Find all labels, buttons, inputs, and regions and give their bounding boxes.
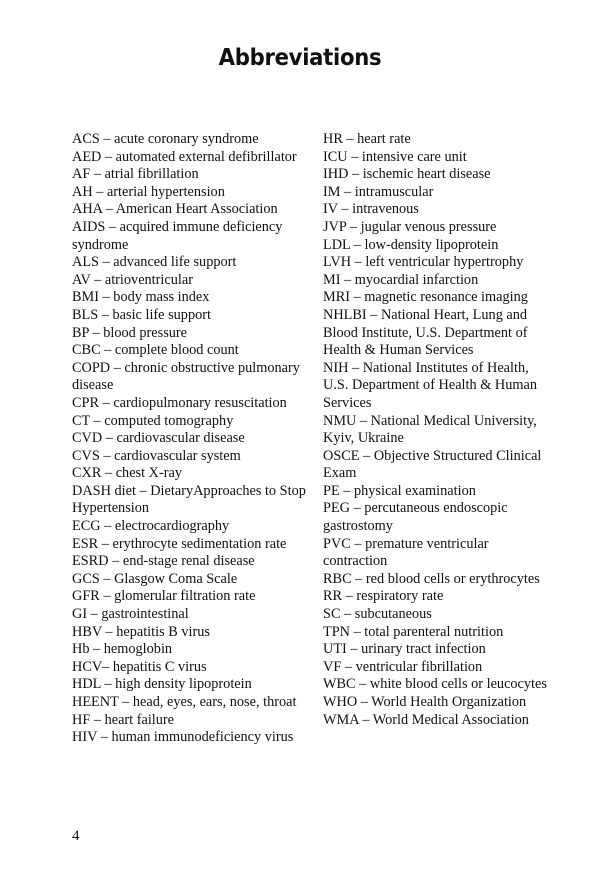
abbreviation-entry: RR – respiratory rate xyxy=(323,588,444,605)
abbreviation-entry: JVP – jugular venous pressure xyxy=(323,218,497,235)
abbreviation-entry: WHO – World Health Organization xyxy=(323,694,527,710)
abbreviation-entry: AF – atrial fibrillation xyxy=(72,166,199,183)
page-title: Abbreviations xyxy=(218,45,382,71)
abbreviation-entry: DASH diet – DietaryApproaches to Stop Hypertension xyxy=(72,482,306,517)
abbreviation-entry: BP – blood pressure xyxy=(72,324,188,341)
abbreviation-entry: IM – intramuscular xyxy=(323,183,434,200)
abbreviation-list-right xyxy=(323,131,555,729)
abbreviation-entry: VF – ventricular fibrillation xyxy=(323,658,483,675)
abbreviation-entry: RBC – red blood cells or erythrocytes xyxy=(323,570,540,587)
abbreviation-entry: MRI – magnetic resonance imaging xyxy=(323,289,528,306)
abbreviation-entry: ESR – erythrocyte sedimentation rate xyxy=(72,535,287,552)
abbreviation-entry: HCV– hepatitis C virus xyxy=(72,658,207,675)
abbreviation-entry: PVC – premature ventricular contraction xyxy=(323,535,489,570)
abbreviation-entry: TPN – total parenteral nutrition xyxy=(323,623,504,640)
abbreviation-entry: CPR – cardiopulmonary resuscitation xyxy=(72,394,287,411)
abbreviation-entry: AED – automated external defibrillator xyxy=(72,148,297,165)
abbreviation-entry: ESRD – end-stage renal disease xyxy=(72,553,255,570)
abbreviation-entry: UTI – urinary tract infection xyxy=(323,641,486,658)
abbreviation-entry: CT – computed tomography xyxy=(72,412,234,429)
abbreviation-entry: CVD – cardiovascular disease xyxy=(72,430,245,447)
abbreviation-entry: COPD – chronic obstructive pulmonary disease xyxy=(72,359,300,394)
abbreviation-entry: NHLBI – National Heart, Lung and Blood Institute, U.S. Department of Health & Human Services xyxy=(323,306,528,359)
abbreviation-entry: IHD – ischemic heart disease xyxy=(323,166,491,183)
abbreviation-entry: HF – heart failure xyxy=(72,711,175,728)
abbreviation-entry: ECG – electrocardiography xyxy=(72,518,230,535)
abbreviation-entry: OSCE – Objective Structured Clinical Exam xyxy=(323,447,542,482)
abbreviation-entry: PEG – percutaneous endoscopic gastrostomy xyxy=(323,500,508,535)
abbreviation-entry: WBC – white blood cells or leucocytes xyxy=(323,676,547,693)
abbreviation-entry: Hb – hemoglobin xyxy=(72,641,173,658)
abbreviation-entry: HEENT – head, eyes, ears, nose, throat xyxy=(72,694,297,710)
abbreviation-entry: MI – myocardial infarction xyxy=(323,271,479,288)
abbreviation-entry: WMA – World Medical Association xyxy=(323,711,529,728)
abbreviation-entry: BLS – basic life support xyxy=(72,306,211,323)
abbreviation-entry: AIDS – acquired immune deficiency syndrome xyxy=(72,218,283,253)
abbreviation-entry: ICU – intensive care unit xyxy=(323,148,467,165)
abbreviation-entry: CVS – cardiovascular system xyxy=(72,447,241,464)
abbreviation-entry: LVH – left ventricular hypertrophy xyxy=(323,254,524,271)
abbreviation-entry: GCS – Glasgow Coma Scale xyxy=(72,570,238,587)
abbreviation-list-left xyxy=(72,131,316,747)
abbreviation-entry: BMI – body mass index xyxy=(72,289,210,306)
page-number: 4 xyxy=(72,828,80,844)
abbreviation-entry: ALS – advanced life support xyxy=(72,254,237,271)
abbreviation-entry: IV – intravenous xyxy=(323,201,419,218)
abbreviation-entry: ACS – acute coronary syndrome xyxy=(72,131,259,147)
abbreviation-entry: HDL – high density lipoprotein xyxy=(72,676,252,693)
abbreviation-entry: AV – atrioventricular xyxy=(72,271,193,288)
abbreviation-entry: HR – heart rate xyxy=(323,131,411,147)
abbreviation-entry: LDL – low-density lipoprotein xyxy=(323,236,499,253)
abbreviation-entry: CBC – complete blood count xyxy=(72,342,239,359)
abbreviation-entry: GI – gastrointestinal xyxy=(72,606,189,623)
abbreviation-entry: PE – physical examination xyxy=(323,482,476,499)
abbreviation-entry: NIH – National Institutes of Health, U.S. Department of Health & Human Services xyxy=(323,359,538,411)
abbreviation-entry: HIV – human immunodeficiency virus xyxy=(72,729,294,746)
abbreviation-entry: AHA – American Heart Association xyxy=(72,201,278,218)
abbreviation-entry: SC – subcutaneous xyxy=(323,606,432,623)
abbreviation-entry: HBV – hepatitis B virus xyxy=(72,623,210,640)
abbreviation-entry: CXR – chest X-ray xyxy=(72,465,182,482)
abbreviation-entry: GFR – glomerular filtration rate xyxy=(72,588,256,605)
abbreviation-entry: NMU – National Medical University, Kyiv, Ukraine xyxy=(323,412,537,447)
abbreviation-entry: AH – arterial hypertension xyxy=(72,183,225,200)
